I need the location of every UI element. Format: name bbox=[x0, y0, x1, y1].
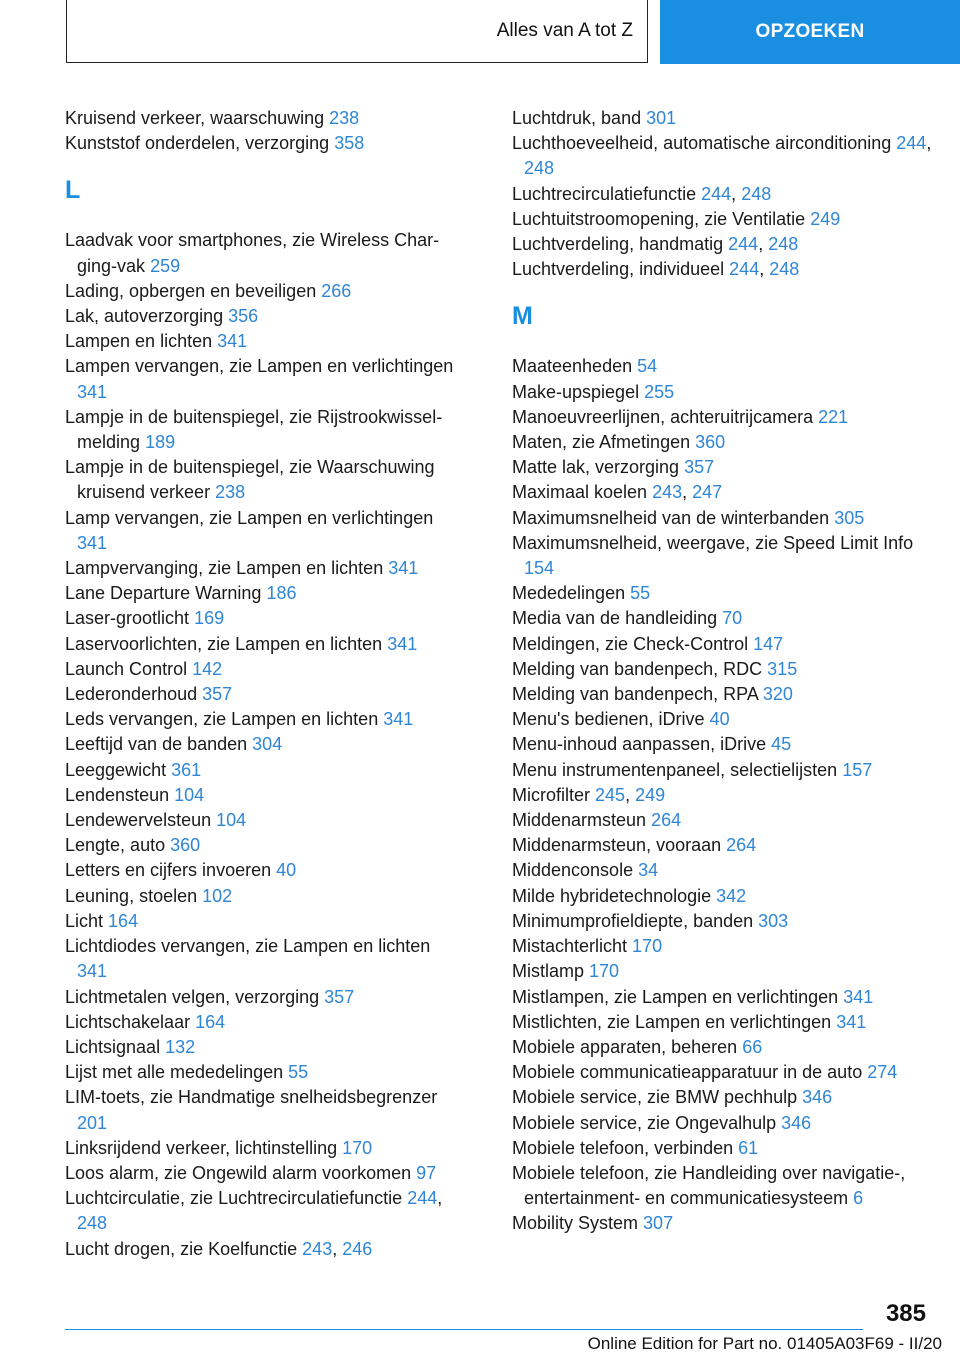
index-entry bbox=[512, 455, 932, 480]
page-link[interactable]: 170 bbox=[632, 936, 663, 957]
page-link[interactable]: 255 bbox=[644, 381, 675, 402]
index-entry bbox=[512, 732, 932, 757]
index-entry-text: Lamp vervangen, zie Lampen en verlichtingen bbox=[65, 507, 434, 528]
index-entry-text: Lederonderhoud bbox=[65, 684, 198, 705]
index-entry-text: Kunststof onderdelen, verzorging bbox=[65, 133, 330, 154]
index-entry bbox=[65, 833, 465, 858]
index-entry-text: Lengte, auto bbox=[65, 835, 166, 856]
page-link[interactable]: 102 bbox=[202, 885, 233, 906]
index-column-left bbox=[65, 106, 465, 1262]
index-entry-text: Leds vervangen, zie Lampen en lichten bbox=[65, 709, 379, 730]
page-link[interactable]: 142 bbox=[192, 658, 223, 679]
index-entry-text: Meldingen, zie Check-Control bbox=[512, 633, 749, 654]
page-link[interactable]: 132 bbox=[165, 1036, 196, 1057]
index-entry bbox=[512, 833, 932, 858]
index-entry bbox=[512, 430, 932, 455]
index-entry-text: LIM-toets, zie Handmatige snelheidsbegrenzer bbox=[65, 1087, 438, 1108]
index-entry-text: Mobiele service, zie Ongevalhulp bbox=[512, 1112, 777, 1133]
footer-divider bbox=[65, 1329, 863, 1330]
page-link[interactable]: 341 bbox=[383, 709, 414, 730]
index-entry bbox=[512, 808, 932, 833]
index-entry bbox=[512, 506, 932, 531]
tab-index-label: Alles van A tot Z bbox=[496, 20, 633, 41]
index-entry-text: Mobiele apparaten, beheren bbox=[512, 1036, 738, 1057]
page-link[interactable]: 274 bbox=[867, 1062, 898, 1083]
index-entry-text: Middenarmsteun bbox=[512, 810, 647, 831]
index-entry-text: Loos alarm, zie Ongewild alarm voorkomen bbox=[65, 1162, 412, 1183]
index-entry-text: Menu-inhoud aanpassen, iDrive bbox=[512, 734, 767, 755]
index-entry bbox=[65, 1010, 465, 1035]
index-entry bbox=[65, 506, 465, 556]
page-link[interactable]: 341 bbox=[843, 986, 874, 1007]
section-letter: L bbox=[65, 176, 81, 205]
index-entry bbox=[512, 657, 932, 682]
index-entry-text: Mistlampen, zie Lampen en verlichtingen bbox=[512, 986, 839, 1007]
page-link[interactable]: 221 bbox=[818, 406, 849, 427]
index-entry bbox=[65, 732, 465, 757]
page-link[interactable]: 341 bbox=[836, 1011, 867, 1032]
page-link[interactable]: 356 bbox=[228, 306, 259, 327]
index-entry bbox=[512, 758, 932, 783]
page-link[interactable]: 244 bbox=[701, 183, 732, 204]
index-entry-text: Lading, opbergen en beveiligen bbox=[65, 280, 317, 301]
index-entry bbox=[65, 682, 465, 707]
page-link[interactable]: 346 bbox=[781, 1112, 812, 1133]
index-entry-text: Lichtmetalen velgen, verzorging bbox=[65, 986, 320, 1007]
index-entry-text: Middenarmsteun, vooraan bbox=[512, 835, 722, 856]
index-entry-text: Mobiele communicatieapparatuur in de auto bbox=[512, 1062, 863, 1083]
page-link[interactable]: 301 bbox=[646, 108, 677, 128]
page-link[interactable]: 243 bbox=[302, 1238, 333, 1259]
page-link[interactable]: 6 bbox=[853, 1188, 864, 1209]
index-entry-text: Mededelingen bbox=[512, 583, 626, 604]
index-entry bbox=[512, 934, 932, 959]
page-link[interactable]: 264 bbox=[651, 810, 682, 831]
page-link[interactable]: 154 bbox=[524, 558, 555, 579]
index-entry bbox=[65, 985, 465, 1010]
index-entry bbox=[512, 531, 932, 581]
index-entry bbox=[512, 959, 932, 984]
index-entry-text: Lampje in de buitenspiegel, zie Waarschuwing kruisend verkeer bbox=[65, 457, 435, 503]
page-link[interactable]: 55 bbox=[630, 583, 651, 604]
index-entry bbox=[65, 131, 465, 156]
index-entry-text: Mobiele telefoon, verbinden bbox=[512, 1137, 734, 1158]
page-link[interactable]: 305 bbox=[834, 507, 865, 528]
tab-search[interactable] bbox=[660, 0, 960, 64]
page-link[interactable]: 248 bbox=[768, 234, 799, 255]
index-entry-text: Lane Departure Warning bbox=[65, 583, 262, 604]
page-link[interactable]: 40 bbox=[709, 709, 730, 730]
index-entry-text: Lendensteun bbox=[65, 784, 170, 805]
edition-info: Online Edition for Part no. 01405A03F69 - II/20 bbox=[587, 1334, 942, 1353]
page-link[interactable]: 259 bbox=[150, 255, 181, 276]
tab-index-a-z[interactable] bbox=[66, 0, 648, 63]
index-entry bbox=[512, 1060, 932, 1085]
index-entry-text: Launch Control bbox=[65, 658, 188, 679]
section-letter: M bbox=[512, 302, 533, 331]
page-link[interactable]: 247 bbox=[692, 482, 723, 503]
page-link[interactable]: 201 bbox=[77, 1112, 108, 1133]
page-link[interactable]: 320 bbox=[762, 684, 793, 705]
page-link[interactable]: 248 bbox=[77, 1213, 108, 1234]
index-entry-text: Luchtdruk, band bbox=[512, 108, 642, 128]
index-entry bbox=[65, 106, 465, 131]
page-link[interactable]: 164 bbox=[108, 910, 139, 931]
page-link[interactable]: 249 bbox=[635, 784, 666, 805]
index-entry bbox=[65, 934, 465, 984]
index-entry bbox=[65, 1035, 465, 1060]
index-entry bbox=[65, 884, 465, 909]
index-entry bbox=[65, 304, 465, 329]
index-entry-text: Laser-grootlicht bbox=[65, 608, 190, 629]
page-link[interactable]: 358 bbox=[334, 133, 365, 154]
page-link[interactable]: 45 bbox=[771, 734, 792, 755]
index-entry-text: Leuning, stoelen bbox=[65, 885, 198, 906]
page-link[interactable]: 170 bbox=[589, 961, 620, 982]
index-entry bbox=[512, 106, 932, 131]
index-entry: Luchtverdeling, handmatig 244, 248 bbox=[512, 234, 799, 255]
index-entry: Maximaal koelen 243, 247 bbox=[512, 482, 723, 503]
page-link[interactable]: 55 bbox=[288, 1062, 309, 1083]
index-entry-text: Maximumsnelheid, weergave, zie Speed Limit Info bbox=[512, 532, 914, 553]
page-link[interactable]: 341 bbox=[388, 558, 419, 579]
index-entry bbox=[512, 632, 932, 657]
page-link[interactable]: 170 bbox=[342, 1137, 373, 1158]
page-link[interactable]: 303 bbox=[758, 910, 789, 931]
page-link[interactable]: 244 bbox=[896, 133, 927, 154]
index-entry-text: Mistlichten, zie Lampen en verlichtingen bbox=[512, 1011, 832, 1032]
index-entry-text: Maten, zie Afmetingen bbox=[512, 432, 691, 453]
page-link[interactable]: 360 bbox=[695, 432, 726, 453]
page-link[interactable]: 54 bbox=[637, 356, 658, 377]
index-entry-text: Luchtverdeling, handmatig bbox=[512, 234, 724, 255]
index-entry-text: Menu's bedienen, iDrive bbox=[512, 709, 705, 730]
page-link[interactable]: 97 bbox=[416, 1162, 437, 1183]
index-entry-text: Lampen vervangen, zie Lampen en verlichtingen bbox=[65, 356, 454, 377]
index-entry: Luchthoeveelheid, automatische airconditioning 244, 248 bbox=[512, 133, 932, 179]
index-entry bbox=[512, 884, 932, 909]
index-entry-text: Lak, autoverzorging bbox=[65, 306, 224, 327]
index-entry bbox=[65, 354, 465, 404]
index-entry-text: Maateenheden bbox=[512, 356, 633, 377]
page-link[interactable]: 186 bbox=[266, 583, 297, 604]
index-entry-text: Linksrijdend verkeer, lichtinstelling bbox=[65, 1137, 338, 1158]
index-entry-text: Leeftijd van de banden bbox=[65, 734, 248, 755]
page-link[interactable]: 61 bbox=[738, 1137, 759, 1158]
page-link[interactable]: 266 bbox=[321, 280, 352, 301]
index-entry-text: Menu instrumentenpaneel, selectielijsten bbox=[512, 759, 838, 780]
index-entry-text: Lampen en lichten bbox=[65, 331, 213, 352]
index-entry bbox=[512, 207, 932, 232]
page-number: 385 bbox=[885, 1300, 926, 1327]
index-entry-text: Mobiele telefoon, zie Handleiding over navigatie-, entertainment- en communicatiesysteem bbox=[512, 1162, 906, 1209]
index-entry-text: Luchtverdeling, individueel bbox=[512, 259, 725, 280]
index-entry-text: Manoeuvreerlijnen, achteruitrijcamera bbox=[512, 406, 814, 427]
index-entry bbox=[512, 707, 932, 732]
index-entry-text: Melding van bandenpech, RDC bbox=[512, 658, 763, 679]
page-link[interactable]: 238 bbox=[329, 108, 360, 128]
index-entry-text: Milde hybridetechnologie bbox=[512, 885, 712, 906]
index-entry bbox=[512, 581, 932, 606]
page-link[interactable]: 304 bbox=[252, 734, 283, 755]
index-entry-text: Luchthoeveelheid, automatische airconditioning bbox=[512, 133, 892, 154]
index-entry: Luchtcirculatie, zie Luchtrecirculatiefunctie 244, 248 bbox=[65, 1188, 443, 1234]
index-entry-text: Mistachterlicht bbox=[512, 936, 628, 957]
index-entry bbox=[65, 581, 465, 606]
page-link[interactable]: 244 bbox=[729, 259, 760, 280]
index-entry-text: Microfilter bbox=[512, 784, 591, 805]
page-link[interactable]: 248 bbox=[741, 183, 772, 204]
index-entry bbox=[512, 1085, 932, 1110]
index-entry bbox=[512, 1035, 932, 1060]
index-entry-text: Maximumsnelheid van de winterbanden bbox=[512, 507, 830, 528]
index-entry-text: Luchtcirculatie, zie Luchtrecirculatiefunctie bbox=[65, 1188, 403, 1209]
page-link[interactable]: 341 bbox=[77, 381, 108, 402]
page-link[interactable]: 104 bbox=[216, 810, 247, 831]
index-entry-text: Lichtdiodes vervangen, zie Lampen en lichten bbox=[65, 936, 431, 957]
index-entry-text: Licht bbox=[65, 910, 104, 931]
index-entry-text: Kruisend verkeer, waarschuwing bbox=[65, 108, 325, 128]
index-entry bbox=[65, 808, 465, 833]
index-entry bbox=[512, 606, 932, 631]
index-entry bbox=[512, 380, 932, 405]
page-link[interactable]: 164 bbox=[195, 1011, 226, 1032]
index-entry bbox=[65, 707, 465, 732]
index-entry-text: Make-upspiegel bbox=[512, 381, 640, 402]
index-entry bbox=[65, 758, 465, 783]
index-entry bbox=[65, 657, 465, 682]
index-entry bbox=[65, 632, 465, 657]
index-entry bbox=[65, 405, 465, 455]
index-entry-text: Minimumprofieldiepte, banden bbox=[512, 910, 754, 931]
page-link[interactable]: 360 bbox=[170, 835, 201, 856]
index-entry-text: Middenconsole bbox=[512, 860, 634, 881]
index-entry bbox=[65, 556, 465, 581]
page-link[interactable]: 34 bbox=[638, 860, 659, 881]
index-entry bbox=[512, 354, 932, 379]
index-entry-text: Lampvervanging, zie Lampen en lichten bbox=[65, 558, 384, 579]
index-entry bbox=[65, 455, 465, 505]
index-entry-text: Laadvak voor smartphones, zie Wireless Charging-vak bbox=[65, 230, 440, 276]
index-entry bbox=[512, 1161, 932, 1211]
index-entry-text: Laservoorlichten, zie Lampen en lichten bbox=[65, 633, 383, 654]
index-entry bbox=[512, 1136, 932, 1161]
page-link[interactable]: 357 bbox=[202, 684, 233, 705]
page-link[interactable]: 245 bbox=[595, 784, 626, 805]
index-entry bbox=[65, 606, 465, 631]
page-link[interactable]: 264 bbox=[726, 835, 757, 856]
index-entry bbox=[512, 909, 932, 934]
index-entry bbox=[512, 405, 932, 430]
index-entry bbox=[65, 1161, 465, 1186]
page-link[interactable]: 66 bbox=[742, 1036, 763, 1057]
index-entry bbox=[65, 783, 465, 808]
page-link[interactable]: 341 bbox=[77, 532, 108, 553]
index-entry bbox=[65, 279, 465, 304]
index-entry-text: Lendewervelsteun bbox=[65, 810, 212, 831]
page-link[interactable]: 315 bbox=[767, 658, 798, 679]
index-entry bbox=[65, 1060, 465, 1085]
index-entry-text: Mistlamp bbox=[512, 961, 585, 982]
page-link[interactable]: 342 bbox=[716, 885, 747, 906]
page-link[interactable]: 244 bbox=[407, 1188, 438, 1209]
page-link[interactable]: 361 bbox=[171, 759, 202, 780]
index-entry bbox=[65, 1085, 465, 1135]
page-link[interactable]: 346 bbox=[802, 1087, 833, 1108]
index-entry bbox=[512, 682, 932, 707]
index-entry-text: Lampje in de buitenspiegel, zie Rijstrookwisselmelding bbox=[65, 406, 443, 453]
index-entry bbox=[512, 1211, 932, 1236]
page-link[interactable]: 238 bbox=[215, 482, 246, 503]
index-entry-text: Luchtrecirculatiefunctie bbox=[512, 183, 697, 204]
index-entry: Luchtrecirculatiefunctie 244, 248 bbox=[512, 183, 772, 204]
page-link[interactable]: 248 bbox=[769, 259, 800, 280]
index-entry-text: Mobiele service, zie BMW pechhulp bbox=[512, 1087, 798, 1108]
page-link[interactable]: 341 bbox=[77, 961, 108, 982]
page-link[interactable]: 104 bbox=[174, 784, 205, 805]
index-entry bbox=[512, 985, 932, 1010]
page-link[interactable]: 40 bbox=[276, 860, 297, 881]
index-entry-text: Luchtuitstroomopening, zie Ventilatie bbox=[512, 208, 806, 229]
page-link[interactable]: 243 bbox=[652, 482, 683, 503]
index-entry-text: Media van de handleiding bbox=[512, 608, 718, 629]
page-link[interactable]: 357 bbox=[684, 457, 715, 478]
index-entry-text: Mobility System bbox=[512, 1213, 639, 1234]
index-entry-text: Leeggewicht bbox=[65, 759, 167, 780]
index-entry-text: Lichtschakelaar bbox=[65, 1011, 191, 1032]
page-link[interactable]: 189 bbox=[145, 432, 176, 453]
page-link[interactable]: 341 bbox=[217, 331, 248, 352]
index-entry bbox=[512, 858, 932, 883]
page-link[interactable]: 248 bbox=[524, 158, 555, 179]
index-entry: Microfilter 245, 249 bbox=[512, 784, 666, 805]
page-link[interactable]: 70 bbox=[722, 608, 743, 629]
page-link[interactable]: 357 bbox=[324, 986, 355, 1007]
index-entry: Luchtverdeling, individueel 244, 248 bbox=[512, 259, 800, 280]
index-entry-text: Lucht drogen, zie Koelfunctie bbox=[65, 1238, 298, 1259]
page-link[interactable]: 169 bbox=[194, 608, 225, 629]
page-link[interactable]: 246 bbox=[342, 1238, 373, 1259]
page-link[interactable]: 307 bbox=[643, 1213, 674, 1234]
page-link[interactable]: 341 bbox=[387, 633, 418, 654]
index-entry bbox=[65, 228, 465, 278]
index-entry: Lucht drogen, zie Koelfunctie 243, 246 bbox=[65, 1238, 373, 1259]
index-entry-text: Lijst met alle mededelingen bbox=[65, 1062, 284, 1083]
index-entry bbox=[65, 858, 465, 883]
index-entry bbox=[512, 1010, 932, 1035]
index-entry-text: Matte lak, verzorging bbox=[512, 457, 680, 478]
page-link[interactable]: 147 bbox=[753, 633, 784, 654]
index-entry-text: Melding van bandenpech, RPA bbox=[512, 684, 758, 705]
index-entry-text: Maximaal koelen bbox=[512, 482, 648, 503]
index-column-right bbox=[512, 106, 932, 1237]
index-entry bbox=[65, 909, 465, 934]
tab-search-label: OPZOEKEN bbox=[755, 21, 865, 42]
page-link[interactable]: 157 bbox=[842, 759, 873, 780]
index-entry bbox=[512, 1111, 932, 1136]
page-link[interactable]: 249 bbox=[810, 208, 841, 229]
top-navigation bbox=[0, 0, 960, 66]
index-entry bbox=[65, 1136, 465, 1161]
index-entry-text: Lichtsignaal bbox=[65, 1036, 161, 1057]
index-entry bbox=[65, 329, 465, 354]
page-link[interactable]: 244 bbox=[728, 234, 759, 255]
index-entry-text: Letters en cijfers invoeren bbox=[65, 860, 272, 881]
